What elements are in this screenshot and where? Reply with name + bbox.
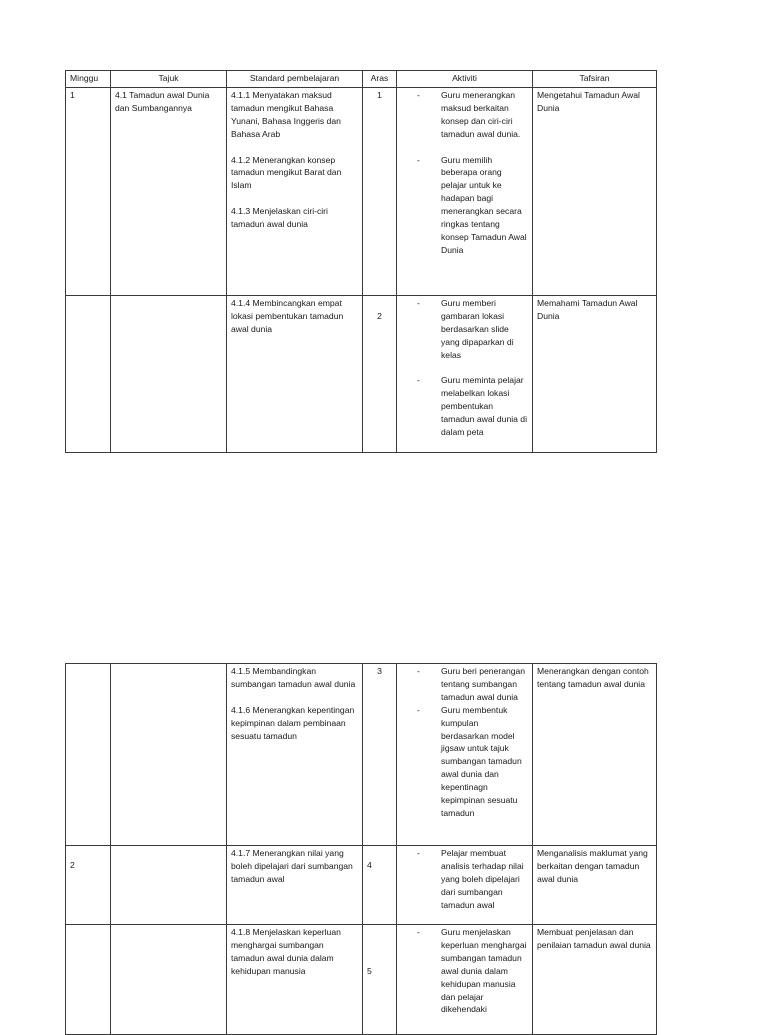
table-row xyxy=(66,846,657,925)
cell-minggu xyxy=(66,664,111,846)
cell-tajuk xyxy=(111,925,227,1035)
cell-tafsiran: Menerangkan dengan contoh tentang tamadun awal dunia xyxy=(533,664,657,846)
standard-item: 4.1.3 Menjelaskan ciri-ciri tamadun awal dunia xyxy=(231,206,328,230)
header-aras: Aras xyxy=(363,71,397,88)
cell-aktiviti xyxy=(397,925,533,1035)
cell-tajuk xyxy=(111,664,227,846)
table-row xyxy=(66,664,657,846)
cell-tafsiran: Membuat penjelasan dan penilaian tamadun awal dunia xyxy=(533,925,657,1035)
list-item: - Guru menerangkan maksud berkaitan konsep dan ciri-ciri tamadun awal dunia. xyxy=(397,89,528,141)
standard-item: 4.1.1 Menyatakan maksud tamadun mengikut Bahasa Yunani, Bahasa Inggeris dan Bahasa Arab xyxy=(231,89,341,139)
header-tafsiran: Tafsiran xyxy=(533,71,657,88)
list-item: - Guru meminta pelajar melabelkan lokasi pembentukan tamadun awal dunia di dalam peta xyxy=(397,374,528,439)
cell-tafsiran: Memahami Tamadun Awal Dunia xyxy=(533,295,657,452)
header-standard: Standard pembelajaran xyxy=(227,71,363,88)
cell-aras: 4 xyxy=(363,846,397,925)
bullet-dash: - xyxy=(417,89,420,100)
header-minggu: Minggu xyxy=(66,71,111,88)
list-item: - Pelajar membuat analisis terhadap nilai yang boleh dipelajari dari sumbangan tamadun awal xyxy=(397,847,528,912)
cell-aktiviti xyxy=(397,87,533,295)
cell-aras: 3 xyxy=(363,664,397,846)
bullet-dash: - xyxy=(417,848,420,858)
cell-aras: 5 xyxy=(363,925,397,1035)
cell-minggu: 2 xyxy=(66,846,111,925)
cell-minggu xyxy=(66,295,111,452)
list-item: - Guru memilih beberapa orang pelajar untuk ke hadapan bagi menerangkan secara ringkas tentang konsep Tamadun Awal Dunia xyxy=(397,154,528,257)
cell-tafsiran: Mengetahui Tamadun Awal Dunia xyxy=(533,87,657,295)
cell-standard xyxy=(227,87,363,295)
table-row xyxy=(66,87,657,295)
list-item: - Guru memberi gambaran lokasi berdasarkan slide yang dipaparkan di kelas xyxy=(397,297,528,362)
header-aktiviti: Aktiviti xyxy=(397,71,533,88)
table-row xyxy=(66,295,657,452)
cell-tajuk xyxy=(111,295,227,452)
bullet-dash: - xyxy=(417,154,420,165)
cell-aras: 2 xyxy=(363,295,397,452)
cell-standard xyxy=(227,664,363,846)
bullet-dash: - xyxy=(417,375,420,386)
standard-item: 4.1.6 Menerangkan kepentingan kepimpinan dalam pembinaan sesuatu tamadun xyxy=(231,704,355,741)
cell-minggu: 1 xyxy=(66,87,111,295)
list-item: - Guru membentuk kumpulan berdasarkan model jigsaw untuk tajuk sumbangan tamadun awal dunia dan kepentinagn kepimpinan sesuatu tamadun xyxy=(397,704,528,820)
standard-item: 4.1.7 Menerangkan nilai yang boleh dipelajari dari sumbangan tamadun awal xyxy=(231,848,353,884)
cell-minggu xyxy=(66,925,111,1035)
list-item: - Guru beri penerangan tentang sumbangan tamadun awal dunia xyxy=(397,665,528,704)
standard-item: 4.1.8 Menjelaskan keperluan menghargai sumbangan tamadun awal dunia dalam kehidupan manusia xyxy=(231,927,341,976)
standard-item: 4.1.4 Membincangkan empat lokasi pembentukan tamadun awal dunia xyxy=(231,297,344,334)
cell-aras: 1 xyxy=(363,87,397,295)
bullet-dash: - xyxy=(417,297,420,308)
cell-standard xyxy=(227,925,363,1035)
bullet-dash: - xyxy=(417,704,420,715)
standard-item: 4.1.5 Membandingkan sumbangan tamadun awal dunia xyxy=(231,666,356,689)
lesson-plan-table-1 xyxy=(65,70,657,453)
table-row xyxy=(66,925,657,1035)
list-item: - Guru menjelaskan keperluan menghargai sumbangan tamadun awal dunia dalam kehidupan manusia dan pelajar dikehendaki xyxy=(397,926,528,1016)
bullet-dash: - xyxy=(417,927,420,937)
cell-tajuk: 4.1 Tamadun awal Dunia dan Sumbangannya xyxy=(111,87,227,295)
header-tajuk: Tajuk xyxy=(111,71,227,88)
cell-aktiviti xyxy=(397,846,533,925)
standard-item: 4.1.2 Menerangkan konsep tamadun mengikut Barat dan Islam xyxy=(231,154,342,191)
cell-aktiviti xyxy=(397,295,533,452)
cell-standard xyxy=(227,295,363,452)
table-header-row xyxy=(66,71,657,88)
cell-tafsiran: Menganalisis maklumat yang berkaitan dengan tamadun awal dunia xyxy=(533,846,657,925)
lesson-plan-table-2 xyxy=(65,663,657,1035)
cell-standard xyxy=(227,846,363,925)
cell-tajuk xyxy=(111,846,227,925)
cell-aktiviti xyxy=(397,664,533,846)
bullet-dash: - xyxy=(417,666,420,676)
